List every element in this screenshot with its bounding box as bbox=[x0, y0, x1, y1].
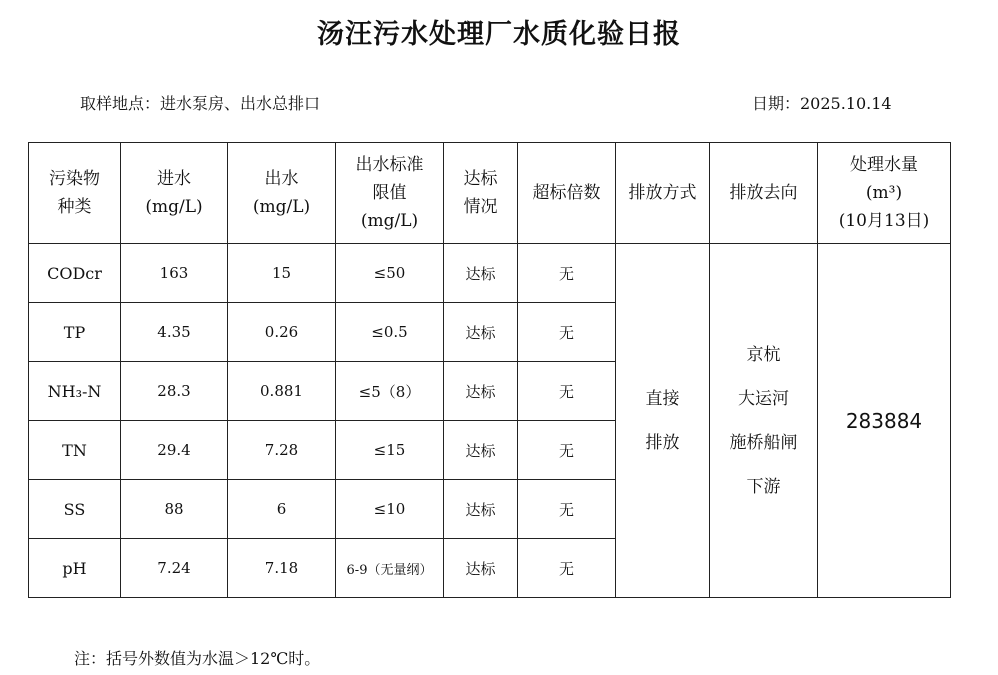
volume-value: 283884 bbox=[818, 244, 951, 598]
header-outflow: 出水 (mg/L) bbox=[228, 143, 336, 244]
water-quality-table bbox=[28, 142, 951, 598]
pollutant-name: NH₃-N bbox=[29, 362, 121, 421]
discharge-destination-cell: 京杭 大运河 施桥船闸 下游 bbox=[710, 244, 818, 598]
inflow-value: 29.4 bbox=[121, 421, 228, 480]
header-volume: 处理水量 (m³) (10月13日) bbox=[818, 143, 951, 244]
discharge-method-cell: 直接 排放 bbox=[616, 244, 710, 598]
sampling-location: 取样地点：进水泵房、出水总排口 bbox=[80, 94, 321, 113]
pollutant-name: TP bbox=[29, 303, 121, 362]
exceed-value: 无 bbox=[518, 303, 616, 362]
status-value: 达标 bbox=[444, 244, 518, 303]
pollutant-name: pH bbox=[29, 539, 121, 598]
inflow-value: 88 bbox=[121, 480, 228, 539]
exceed-value: 无 bbox=[518, 480, 616, 539]
pollutant-name: CODcr bbox=[29, 244, 121, 303]
header-pollutant: 污染物 种类 bbox=[29, 143, 121, 244]
outflow-value: 15 bbox=[228, 244, 336, 303]
inflow-value: 28.3 bbox=[121, 362, 228, 421]
outflow-value: 6 bbox=[228, 480, 336, 539]
table-row bbox=[29, 244, 951, 303]
limit-value: ≤50 bbox=[336, 244, 444, 303]
header-exceed: 超标倍数 bbox=[518, 143, 616, 244]
inflow-value: 163 bbox=[121, 244, 228, 303]
limit-value: ≤15 bbox=[336, 421, 444, 480]
header-discharge-dest: 排放去向 bbox=[710, 143, 818, 244]
limit-value: ≤0.5 bbox=[336, 303, 444, 362]
header-status: 达标 情况 bbox=[444, 143, 518, 244]
outflow-value: 7.18 bbox=[228, 539, 336, 598]
outflow-value: 0.881 bbox=[228, 362, 336, 421]
limit-value: ≤5（8） bbox=[336, 362, 444, 421]
header-row bbox=[29, 143, 951, 244]
exceed-value: 无 bbox=[518, 539, 616, 598]
exceed-value: 无 bbox=[518, 362, 616, 421]
report-date: 日期：2025.10.14 bbox=[752, 94, 892, 113]
report-title: 汤汪污水处理厂水质化验日报 bbox=[317, 19, 681, 50]
pollutant-name: SS bbox=[29, 480, 121, 539]
status-value: 达标 bbox=[444, 303, 518, 362]
header-discharge-method: 排放方式 bbox=[616, 143, 710, 244]
limit-value: 6-9（无量纲） bbox=[336, 539, 444, 598]
status-value: 达标 bbox=[444, 421, 518, 480]
exceed-value: 无 bbox=[518, 421, 616, 480]
pollutant-name: TN bbox=[29, 421, 121, 480]
status-value: 达标 bbox=[444, 480, 518, 539]
limit-value: ≤10 bbox=[336, 480, 444, 539]
status-value: 达标 bbox=[444, 362, 518, 421]
footnote: 注：括号外数值为水温＞12℃时。 bbox=[74, 649, 321, 668]
inflow-value: 7.24 bbox=[121, 539, 228, 598]
header-limit: 出水标准 限值 (mg/L) bbox=[336, 143, 444, 244]
outflow-value: 0.26 bbox=[228, 303, 336, 362]
inflow-value: 4.35 bbox=[121, 303, 228, 362]
status-value: 达标 bbox=[444, 539, 518, 598]
exceed-value: 无 bbox=[518, 244, 616, 303]
outflow-value: 7.28 bbox=[228, 421, 336, 480]
header-inflow: 进水 (mg/L) bbox=[121, 143, 228, 244]
